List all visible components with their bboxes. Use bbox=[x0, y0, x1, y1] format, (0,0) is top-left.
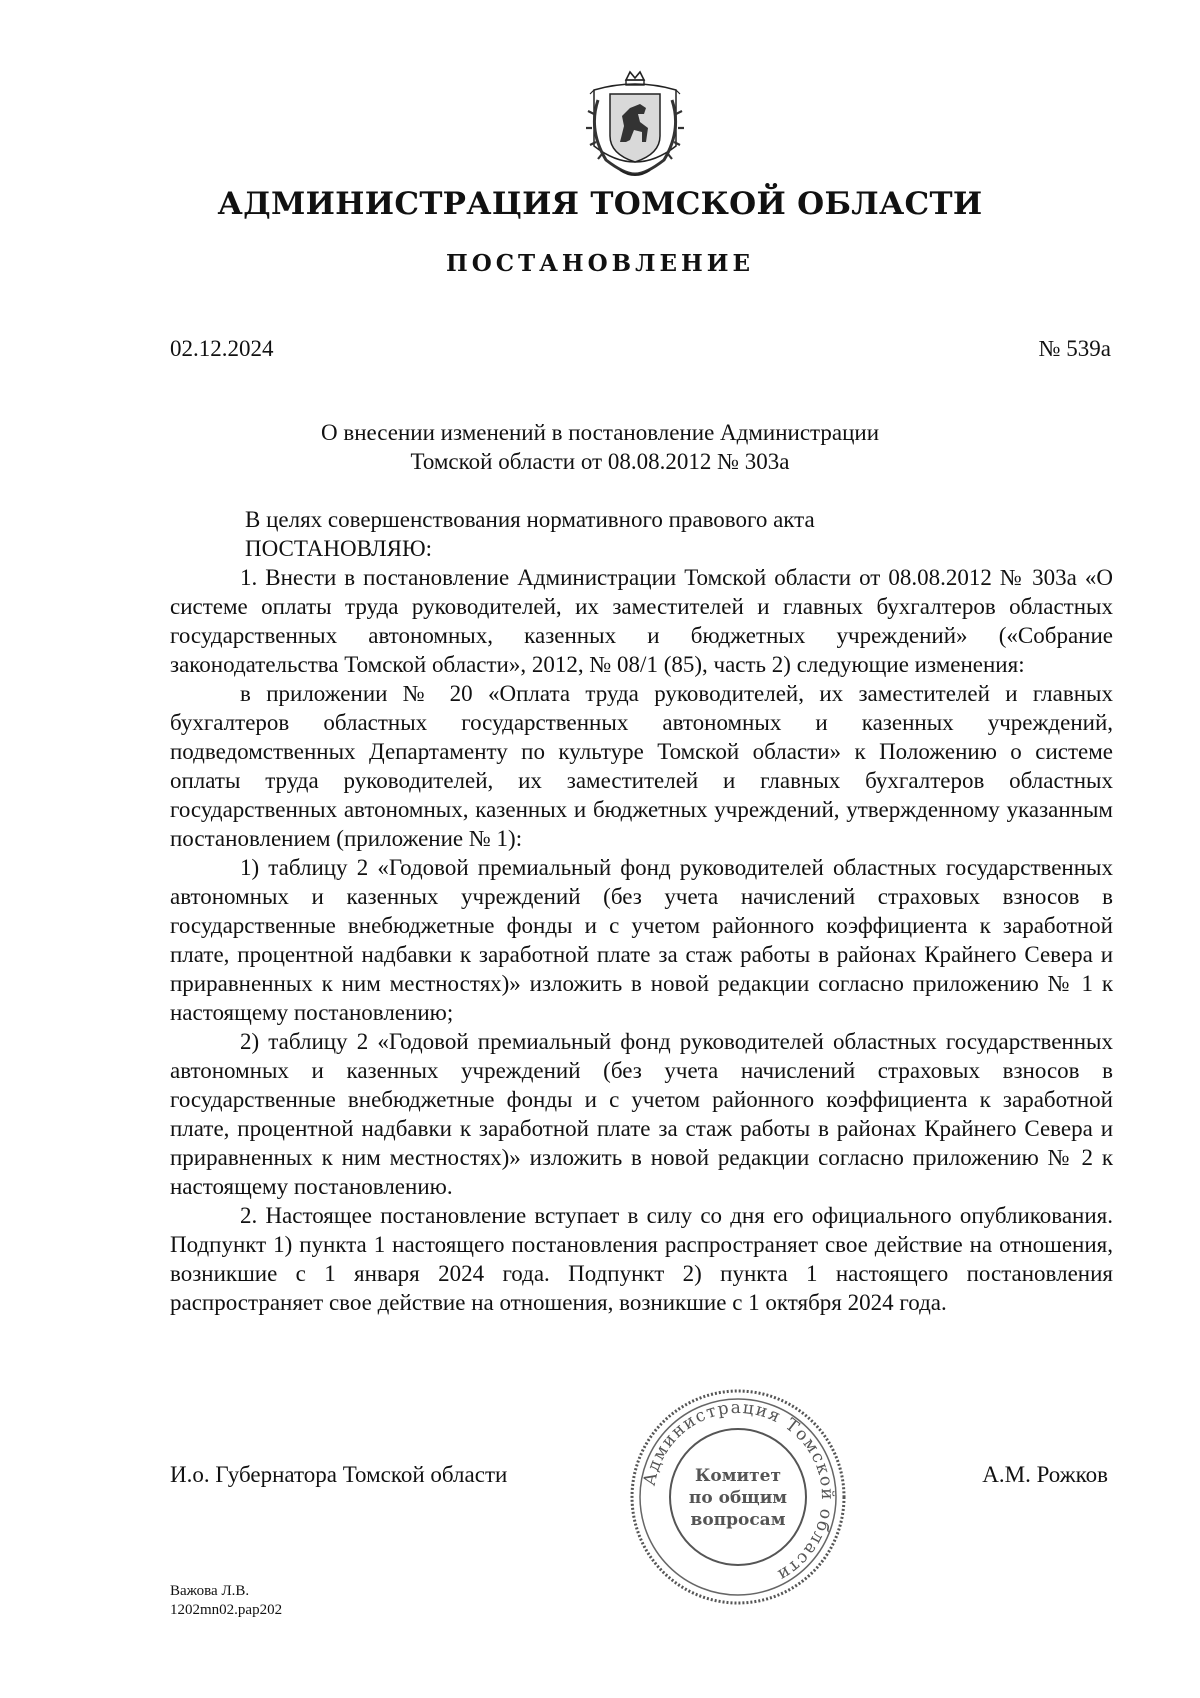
organization-title: АДМИНИСТРАЦИЯ ТОМСКОЙ ОБЛАСТИ bbox=[217, 186, 983, 222]
subject-line-1: О внесении изменений в постановление Администрации bbox=[320, 420, 880, 445]
executor-info bbox=[170, 1582, 282, 1620]
coat-of-arms-icon bbox=[580, 70, 690, 182]
paragraph-1: 1. Внести в постановление Администрации Томской области от 08.08.2012 № 303а «О системе оплаты труда руководителей, их заместителей и главных бухгалтеров областных государственных автономных, казенных и бюджетных учреждений» («Собрание законодательства Томской области», 2012, № 08/1 (85), часть 2) следующие изменения: bbox=[170, 565, 1113, 677]
stamp-line-2: по общим bbox=[688, 1488, 788, 1508]
document-type: ПОСТАНОВЛЕНИЕ bbox=[446, 250, 754, 277]
official-stamp bbox=[626, 1385, 850, 1609]
stamp-line-1: Комитет bbox=[694, 1466, 782, 1486]
executor-name: Важова Л.В. bbox=[170, 1583, 250, 1599]
document-number: № 539а bbox=[1038, 336, 1111, 361]
signatory-position: И.о. Губернатора Томской области bbox=[170, 1462, 508, 1487]
stamp-outer-text: Администрация Томской области bbox=[639, 1397, 838, 1586]
signatory-name: А.М. Рожков bbox=[982, 1462, 1108, 1487]
paragraph-3: 1) таблицу 2 «Годовой премиальный фонд руководителей областных государственных автономных и казенных учреждений (без учета начислений страховых взносов в государственные внебюджетные фонды и с учетом районного коэффициента к заработной плате, процентной надбавки к заработной плате за стаж работы в районах Крайнего Севера и приравненных к ним местностях)» изложить в новой редакции согласно приложению № 1 к настоящему постановлению; bbox=[170, 855, 1113, 1025]
decree-word: ПОСТАНОВЛЯЮ: bbox=[245, 536, 433, 561]
document-body bbox=[170, 505, 1113, 1317]
preamble-paragraph: В целях совершенствования нормативного правового акта bbox=[245, 507, 815, 532]
paragraph-5: 2. Настоящее постановление вступает в силу со дня его официального опубликования. Подпункт 1) пункта 1 настоящего постановления распространяет свое действие на отношения, возникшие с 1 января 2024 года. Подпункт 2) пункта 1 настоящего постановления распространяет свое действие на отношения, возникшие с 1 октября 2024 года. bbox=[170, 1203, 1113, 1315]
document-subject bbox=[0, 418, 1200, 476]
executor-file: 1202mn02.pap202 bbox=[170, 1602, 283, 1618]
paragraph-4: 2) таблицу 2 «Годовой премиальный фонд руководителей областных государственных автономных и казенных учреждений (без учета начислений страховых взносов в государственные внебюджетные фонды и с учетом районного коэффициента к заработной плате, процентной надбавки к заработной плате за стаж работы в районах Крайнего Севера и приравненных к ним местностях)» изложить в новой редакции согласно приложению № 2 к настоящему постановлению. bbox=[170, 1029, 1113, 1199]
document-date: 02.12.2024 bbox=[170, 336, 274, 361]
stamp-line-3: вопросам bbox=[690, 1510, 786, 1530]
paragraph-2: в приложении № 20 «Оплата труда руководителей, их заместителей и главных бухгалтеров областных государственных автономных и казенных учреждений, подведомственных Департаменту по культуре Томской области» к Положению о системе оплаты труда руководителей, их заместителей и главных бухгалтеров областных государственных автономных, казенных и бюджетных учреждений, утвержденному указанным постановлением (приложение № 1): bbox=[170, 681, 1113, 851]
subject-line-2: Томской области от 08.08.2012 № 303а bbox=[410, 449, 790, 474]
